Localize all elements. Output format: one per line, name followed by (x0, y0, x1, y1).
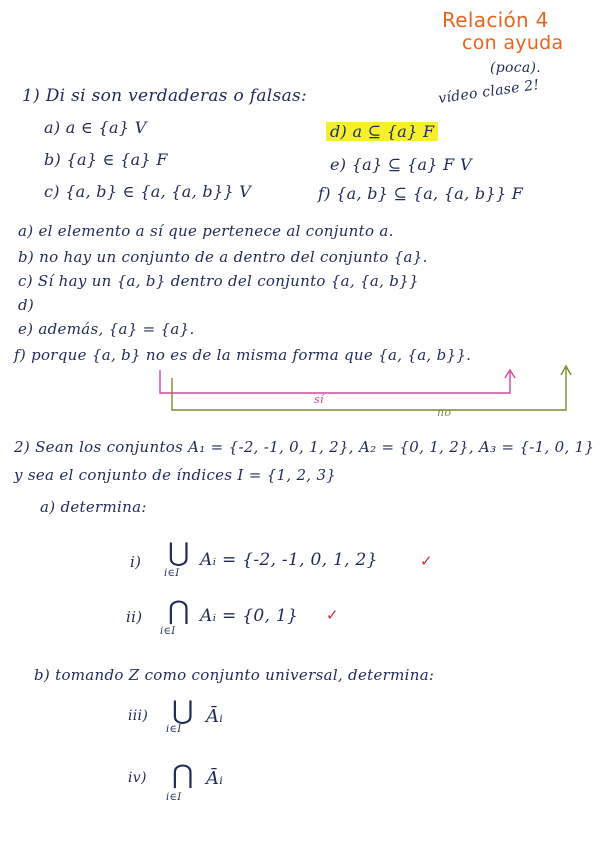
q2-iv-index: i∈I (166, 792, 182, 803)
q2-iii-expression: Āᵢ (206, 706, 224, 727)
q1-item-f: f) {a, b} ⊆ {a, {a, b}} F (318, 184, 524, 203)
union-symbol: ⋃ (172, 696, 194, 726)
q2-i-label: i) (130, 553, 142, 571)
intersection-symbol: ⋂ (168, 596, 190, 626)
q2-part-b: b) tomando Z como conjunto universal, determina: (34, 666, 435, 684)
q2-line2: y sea el conjunto de índices I = {1, 2, 3} (14, 466, 337, 484)
q2-i-index: i∈I (164, 568, 180, 579)
video-note: vídeo clase 2! (437, 76, 541, 108)
q1-item-d: d) a ⊆ {a} F (326, 122, 438, 141)
q2-ii-expression: Aᵢ = {0, 1} (200, 606, 299, 626)
q1-item-c: c) {a, b} ∈ {a, {a, b}} V (44, 182, 252, 201)
q1-item-a: a) a ∈ {a} V (44, 118, 147, 137)
no-label: no (437, 406, 452, 419)
union-symbol: ⋃ (168, 538, 190, 568)
q2-line1: 2) Sean los conjuntos A₁ = {-2, -1, 0, 1, 2}, A₂ = {0, 1, 2}, A₃ = {-1, 0, 1} (14, 438, 595, 456)
q1-item-b: b) {a} ∈ {a} F (44, 150, 168, 169)
title-line1: Relación 4 (442, 8, 549, 32)
check-icon: ✓ (420, 552, 433, 570)
q2-iii-index: i∈I (166, 724, 182, 735)
q2-part-a: a) determina: (40, 498, 147, 516)
si-bracket-line (160, 370, 510, 393)
note-poca: (poca). (490, 60, 542, 76)
title-line2: con ayuda (462, 32, 564, 54)
q1-answer-e: e) además, {a} = {a}. (18, 320, 195, 338)
q2-iv-label: iv) (128, 770, 147, 786)
q1-answer-f: f) porque {a, b} no es de la misma forma que {a, {a, b}}. (14, 346, 472, 364)
q1-answer-c: c) Sí hay un {a, b} dentro del conjunto {a, {a, b}} (18, 272, 419, 290)
q2-iii-label: iii) (128, 708, 149, 724)
q1-prompt: 1) Di si son verdaderas o falsas: (22, 86, 308, 106)
q2-i-expression: Aᵢ = {-2, -1, 0, 1, 2} (200, 550, 378, 570)
intersection-symbol: ⋂ (172, 760, 194, 790)
q2-ii-label: ii) (126, 608, 143, 626)
si-label: sí (314, 393, 324, 406)
q2-ii-index: i∈I (160, 626, 176, 637)
q1-answer-a: a) el elemento a sí que pertenece al conjunto a. (18, 222, 394, 240)
q1-answer-b: b) no hay un conjunto de a dentro del conjunto {a}. (18, 248, 428, 266)
q2-iv-expression: Āᵢ (206, 768, 224, 789)
check-icon: ✓ (326, 606, 339, 624)
q1-item-e: e) {a} ⊆ {a} F V (330, 155, 472, 174)
q1-answer-d: d) (18, 296, 35, 314)
